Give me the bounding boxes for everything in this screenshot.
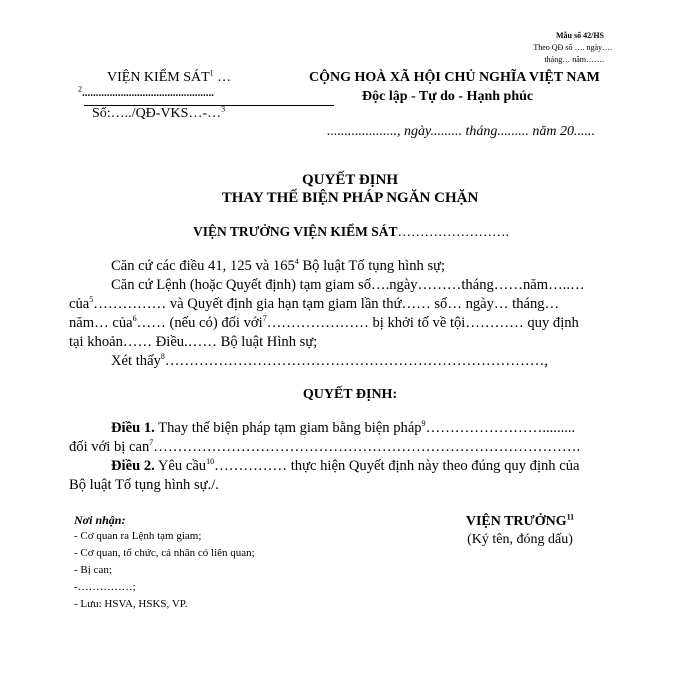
legal-basis-paragraph: Căn cứ các điều 41, 125 và $165^4$ Bộ luật Tố tụng hình sự; [111,257,446,274]
footnote-marker: 3 [221,104,226,114]
detention-order-line: Căn cứ Lệnh (hoặc Quyết định) tạm giam số….ngày………tháng……năm…..… [111,277,585,293]
footnote-marker: 4 [294,257,299,267]
recipient-item: - Lưu: HSVA, HSKS, VP. [74,598,188,610]
footnote-marker: 1 [209,68,214,78]
signature-title: VIỆN TRƯỞNG$^{11}$ [465,512,575,529]
footnote-marker: 5 [89,295,94,305]
article-1: Điều 1. Thay thế biện pháp tạm giam bằng biện pháp$^9$……………………......... [111,419,576,436]
article-2-continued: Bộ luật Tố tụng hình sự./. [69,477,219,493]
footnote-marker: 10 [206,457,215,467]
signature-instruction: (Ký tên, đóng dấu) [467,532,573,547]
form-date: tháng… năm……. [544,55,604,64]
article-2: Điều 2. Yêu cầu$^{10}$…………… thực hiện Quyết định này theo đúng quy định của [111,457,580,474]
footnote-marker: 7 [262,314,267,324]
extension-line: của$^5$…………… và Quyết định gia hạn tạm giam lần thứ…… số… ngày… tháng… [69,295,560,312]
form-code: Mẫu số 42/HS [555,31,604,40]
footnote-marker: 11 [566,512,575,522]
document-number: Số:…../QĐ-VKS…-…$^3$ [92,104,226,121]
decision-heading: QUYẾT ĐỊNH: [302,387,398,402]
article-1-continued: đối với bị can$^7$……………………………………………………………………………. [69,438,581,455]
accused-line: năm… của$^6$…… (nếu có) đối với$^7$………………… bị khởi tố về tội………… quy định [69,314,579,331]
document-title: QUYẾT ĐỊNH [302,172,398,188]
form-reference [520,30,620,66]
footnote-marker: 2 [78,84,82,94]
penal-code-line: tại khoản…… Điều.…… Bộ luật Hình sự; [69,334,318,350]
footnote-marker: 6 [132,314,137,324]
form-basis: Theo QĐ số …. ngày…. [533,43,612,52]
recipient-item: - Cơ quan ra Lệnh tạm giam; [74,530,202,542]
nation-name: CỘNG HOÀ XÃ HỘI CHỦ NGHĨA VIỆT NAM [309,70,600,85]
place-date-line: ...................., ngày......... tháng......... năm 20...... [327,124,595,139]
sub-agency-line: $^2$................................................ [78,84,214,99]
signature-block [420,514,620,548]
document-subtitle: THAY THẾ BIỆN PHÁP NGĂN CHẶN [221,190,479,206]
footnote-marker: 8 [160,352,165,362]
considering-line: Xét thấy$^8$……………………………………………………………………, [111,352,548,369]
recipients-heading: Nơi nhận: [74,513,126,527]
recipients-block [74,512,255,613]
recipient-item: - Bị can; [74,564,112,576]
footnote-marker: 9 [421,419,426,429]
footnote-marker: 7 [149,438,154,448]
recipient-item: -……………; [74,581,136,593]
issuer-line: VIỆN TRƯỞNG VIỆN KIỂM SÁT……………………. [193,224,509,239]
recipient-item: - Cơ quan, tổ chức, cá nhân có liên quan; [74,547,255,559]
agency-name: VIỆN KIỂM SÁT$^1$ … [107,68,232,85]
national-motto: Độc lập - Tự do - Hạnh phúc [362,89,534,104]
